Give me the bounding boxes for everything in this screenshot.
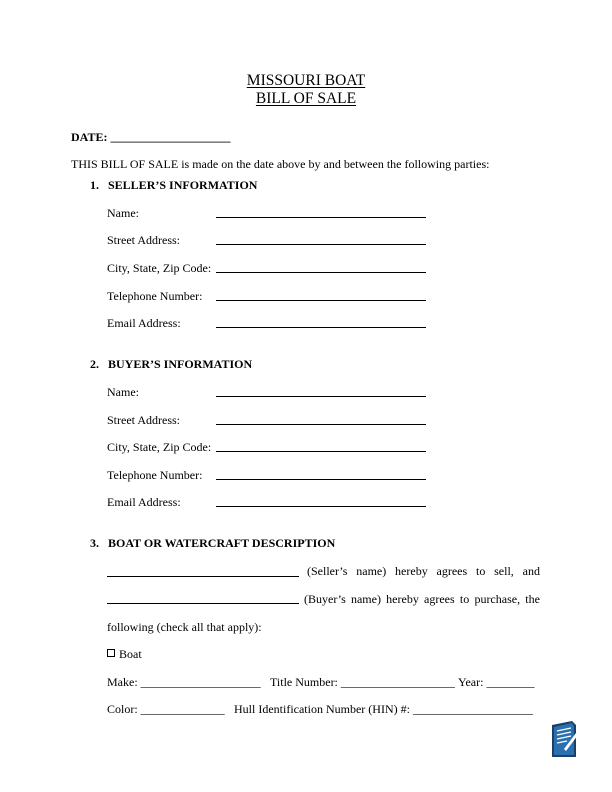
boat-option-label: Boat [119, 647, 142, 661]
seller-phone-label: Telephone Number: [107, 289, 203, 303]
make-label: Make: ____________________ [107, 675, 261, 689]
document-logo-icon [550, 719, 580, 759]
seller-street-label: Street Address: [107, 233, 180, 247]
date-field[interactable]: ____________________ [110, 130, 231, 144]
intro-text: THIS BILL OF SALE is made on the date above by and between the following parties: [71, 157, 490, 171]
seller-street-field[interactable] [216, 244, 426, 245]
seller-phone-field[interactable] [216, 300, 426, 301]
date-label: DATE: ____________________ [71, 130, 231, 144]
buyer-section-heading: BUYER’S INFORMATION [108, 357, 253, 371]
buyer-email-label: Email Address: [107, 495, 181, 509]
buyer-phone-label: Telephone Number: [107, 468, 203, 482]
color-field[interactable]: ______________ [140, 702, 225, 716]
buyer-street-field[interactable] [216, 424, 426, 425]
buyer-city-label: City, State, Zip Code: [107, 440, 212, 454]
seller-city-field[interactable] [216, 272, 426, 273]
buyer-section-number: 2. [90, 357, 99, 371]
buyer-phone-field[interactable] [216, 479, 426, 480]
seller-section-heading: SELLER’S INFORMATION [108, 178, 258, 192]
seller-email-field[interactable] [216, 327, 426, 328]
year-field[interactable]: ________ [486, 675, 535, 689]
buyer-name-field[interactable] [216, 396, 426, 397]
boat-option[interactable] [107, 647, 142, 661]
seller-city-label: City, State, Zip Code: [107, 261, 212, 275]
buyer-name-blank[interactable] [107, 603, 299, 604]
year-label: Year: ________ [458, 675, 535, 689]
buyer-city-field[interactable] [216, 451, 426, 452]
title-number-label: Title Number: ___________________ [270, 675, 455, 689]
seller-email-label: Email Address: [107, 316, 181, 330]
title-number-field[interactable]: ___________________ [340, 675, 455, 689]
seller-name-label: Name: [107, 206, 139, 220]
title-line-1: MISSOURI BOAT [246, 72, 366, 89]
boat-checkbox[interactable] [107, 649, 115, 657]
buyer-email-field[interactable] [216, 506, 426, 507]
seller-name-blank[interactable] [107, 576, 299, 577]
make-field[interactable]: ____________________ [140, 675, 261, 689]
seller-section-number: 1. [90, 178, 99, 192]
description-section-number: 3. [90, 536, 99, 550]
hin-field[interactable]: ____________________ [412, 702, 533, 716]
buyer-agreement-text: (Buyer’s name) hereby agrees to purchase, the [304, 592, 540, 606]
following-text: following (check all that apply): [107, 620, 262, 634]
hin-label: Hull Identification Number (HIN) #: ____________________ [234, 702, 533, 716]
seller-name-field[interactable] [216, 217, 426, 218]
buyer-street-label: Street Address: [107, 413, 180, 427]
title-line-2: BILL OF SALE [255, 90, 357, 107]
buyer-name-label: Name: [107, 385, 139, 399]
seller-agreement-text: (Seller’s name) hereby agrees to sell, and [307, 564, 540, 578]
description-section-heading: BOAT OR WATERCRAFT DESCRIPTION [108, 536, 336, 550]
color-label: Color: ______________ [107, 702, 225, 716]
